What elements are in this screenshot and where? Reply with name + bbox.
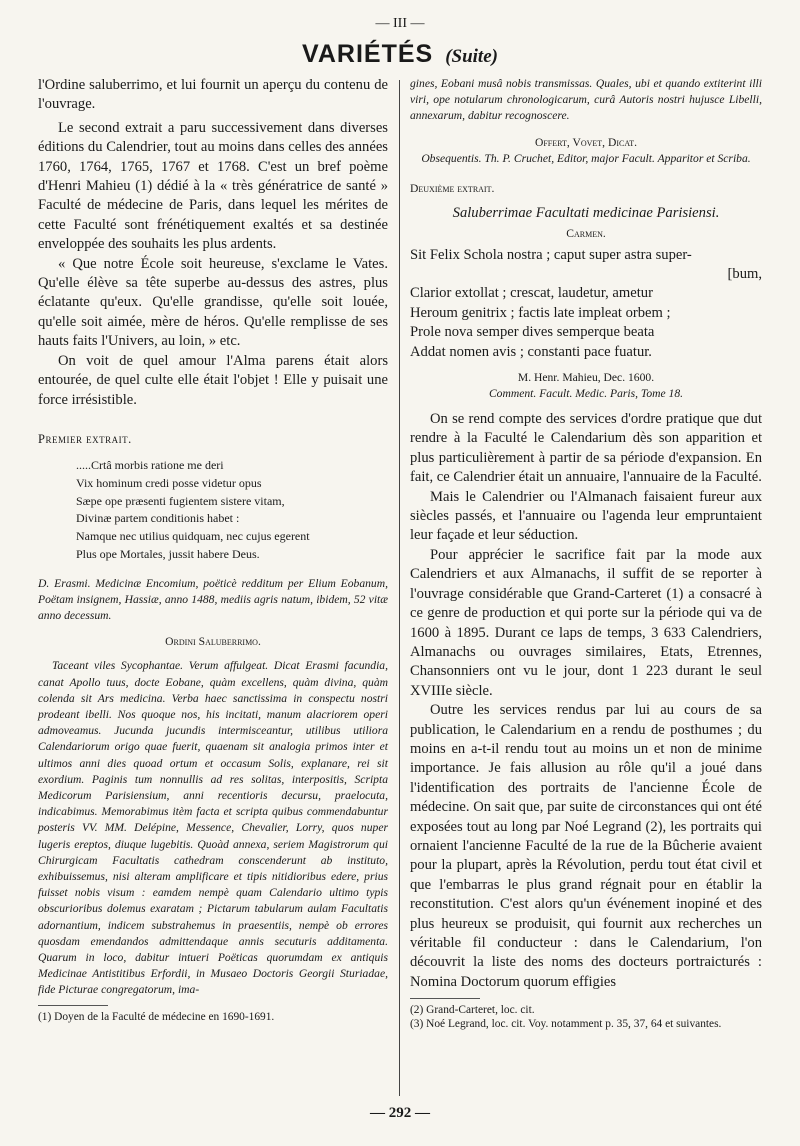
footnote-1: (1) Doyen de la Faculté de médecine en 1690-1691. — [38, 1010, 275, 1023]
paragraph-3: « Que notre École soit heureuse, s'exclame le Vates. Qu'elle élève sa tête superbe au-dessus des astres, plus éclatante qu'eux. Qu'elle grandisse, qu'elle soit louée, qu'elle soit aimée, mère de héros. Qu'elle remplisse de ses hauts faits l'Univers, au loin, » etc. — [38, 255, 388, 350]
paragraph-6: Mais le Calendrier ou l'Almanach faisaient fureur aux siècles passés, et l'annuaire ou l'agenda leur empruntaient leur façade et leur séduction. — [410, 488, 762, 544]
verse-line: .....Crtâ morbis ratione me deri — [76, 457, 224, 472]
right-column — [410, 76, 762, 1031]
carmen-line: Addat nomen avis ; constanti pace fuatur. — [410, 343, 652, 360]
verse-line: Namque nec utilius quidquam, nec cujus egerent — [76, 529, 310, 544]
carmen-line: Heroum genitrix ; factis late impleat orbem ; — [410, 304, 671, 321]
paragraph-1: l'Ordine saluberrimo, et lui fournit un aperçu du contenu de l'ouvrage. — [38, 77, 388, 113]
carmen-title: Carmen. — [566, 226, 606, 240]
carmen-attribution-2: Comment. Facult. Medic. Paris, Tome 18. — [488, 387, 684, 401]
paragraph-8: Outre les services rendus par lui au cours de sa publication, le Calendarium en a rendu de posthumes ; du moins en a-t-il rendu tout au moins un et non de minime importance. Je fais allusion au rôle qu'il a joué dans l'identification des portraits de l'ancienne École de médecine. On sait que, par suite de circonstances qui ont été exposées tout au long par Noé Legrand (2), les portraits qui ornaient l'ancienne Faculté de la rue de la Bûcherie avaient pour la plupart, après la Révolution, perdu tout état civil et que l'embarras le plus grand régnait pour en établir la reconstitution. C'est alors qu'un événement inopiné et des plus heureux se produisit, qui fournit aux recherches un véritable fil conducteur : dans le Calendarium, l'on découvrit la liste des noms des docteurs portraicturés : Nomina Doctorum quorum effigies — [410, 702, 762, 990]
carmen-attribution-1: M. Henr. Mahieu, Dec. 1600. — [517, 371, 655, 385]
paragraph-2: Le second extrait a paru successivement dans diverses éditions du Calendrier, tout au moins dans celles des années 1760, 1764, 1765, 1767 et 1768. C'est un bref poème d'Henri Mahieu (1) dédié à la « très génératrice de santé » Faculté de médecine de Paris, dans lequel les mérites de cette Faculté sont frénétiquement exaltés et sa destinée enveloppée des souhaits les plus ardents. — [38, 119, 388, 253]
footnote-3: (3) Noé Legrand, loc. cit. Voy. notamment p. 35, 37, 64 et suivantes. — [410, 1018, 722, 1031]
top-folio: — III — — [375, 16, 425, 31]
erasmus-attribution: D. Erasmi. Medicinæ Encomium, poëticè redditum per Elium Eobanum, Poëtam insignem, Hassiæ, anno 1488, mediis agris natum, ibidem, 52 vitæ anno decessum. — [38, 576, 388, 623]
signature-cruchet: Obsequentis. Th. P. Cruchet, Editor, major Facult. Apparitor et Scriba. — [421, 151, 751, 165]
column-rule — [399, 80, 400, 1096]
paragraph-4: On voit de quel amour l'Alma parens était alors entourée, de quel culte elle était l'objet ! Elle y puisait une force irrésistible. — [38, 352, 388, 408]
signature-offert: Offert, Vovet, Dicat. — [534, 135, 638, 149]
title-text: VARIÉTÉS — [302, 40, 434, 68]
verse-block — [38, 457, 388, 564]
carmen-line: Prole nova semper dives semperque beata — [410, 324, 655, 341]
footnote-2: (2) Grand-Carteret, loc. cit. — [410, 1004, 535, 1017]
page-title — [0, 40, 800, 69]
carmen-line: [bum, — [727, 266, 762, 283]
latin-continuation: gines, Eobani musâ nobis transmissas. Quales, ubi et quando extiterint illi viri, ope notularum chronologicarum, curâ Autoris nostri hujusce Libelli, annexarum, dabitur recognoscere. — [410, 77, 762, 123]
verse-line: Plus ope Mortales, jussit habere Deus. — [76, 546, 260, 561]
left-column — [38, 76, 388, 1024]
carmen-block — [410, 246, 762, 362]
paragraph-7: Pour apprécier le sacrifice fait par la mode aux Calendriers et aux Almanachs, il suffit de se reporter à l'ouvrage considérable que Grand-Carteret (1) a consacré à ce genre de production et qui porte sur la période qui va de 1600 à 1895. Durant ce laps de temps, 3 633 Calendriers, Almanachs ou ouvrages similaires, Etats, Etrennes, Chansonniers ont vu le jour, dont 1 223 durant le seul XVIIIe siècle. — [410, 546, 762, 699]
footnote-rule — [38, 1005, 108, 1006]
carmen-line: Clarior extollat ; crescat, laudetur, ametur — [410, 285, 653, 302]
latin-dedication: Taceant viles Sycophantae. Verum affulgeat. Dicat Erasmi facundia, canat Apollo tuus, docte Eobane, quàm excellens, quàm divina, quàm colenda sit Ars medicina. Verba haec sanctissima in conspectu nostri prodeant ibelli. Nos quoque nos, his incitati, manum alacriorem operi admoveamus. Jucunda jucundis intermisceantur, utilibus utiliora Calendariorum origo quae fuerit, quaenam sit analogia primos inter et ultimos anni dies quoad ortum et occasum Solis, explanare, rei sit exordium. Paginis tum nonnullis ad res solitas, interpositis, Scripta Medicorum Parisiensium, anni recentioris decursu, praelocuta, indicabimus. Memorabimus itèm facta et scripta quibus commendabuntur posteris VV. MM. Delépine, Messence, Chevalier, Lorry, quos nuper lugeris ereptos, diuque lugebitis. Quoàd annexa, seriem Magistrorum qui Chirurgicam Facultatis cathedram conscenderunt ab instituto, exhibuissemus, nisi alteram amplificare et tipis nitidioribus edere, prius fuisset nobis visum : eamdem nempè quam Calendario ultimo typis obscurioribus dolemus exaratam ; Pictarum tabularum aulam Facultatis adornantium, indicem substrahemus in praesentiis, nempè ob errores quosdam emendandos admittendaque annis secuturis additamenta. Quarum in loco, dabitur intueri Poëticas quorumdam ex antiquis Medicinae Antistitibus Erfordii, in Musaeo Doctoris Georgii Sturiadae, fide Picturae congregatorum, ima- — [38, 659, 388, 997]
verse-line: Vix hominum credi posse videtur opus — [76, 475, 262, 490]
title-suite: (Suite) — [445, 46, 498, 67]
footnote-rule — [410, 998, 480, 999]
carmen-line: Sit Felix Schola nostra ; caput super astra super- — [410, 246, 692, 263]
dedication-faculty: Saluberrimae Facultati medicinae Parisiensi. — [452, 204, 720, 221]
verse-line: Sæpe ope præsenti fugientem sistere vitam, — [76, 493, 285, 508]
verse-line: Divinæ partem conditionis habet : — [76, 511, 240, 526]
bottom-folio: — 292 — — [370, 1105, 430, 1121]
paragraph-5: On se rend compte des services d'ordre pratique que dut rendre à la Faculté le Calendarium dès son apparition et plus particulièrement à partir de sa période d'expansion. En fait, ce Calendrier était un annuaire, l'annuaire de la Faculté. — [410, 411, 762, 486]
heading-ordini: Ordini Saluberrimo. — [165, 635, 261, 649]
heading-deuxieme-extrait: Deuxième extrait. — [410, 181, 495, 195]
heading-premier-extrait: Premier extrait. — [38, 431, 132, 446]
